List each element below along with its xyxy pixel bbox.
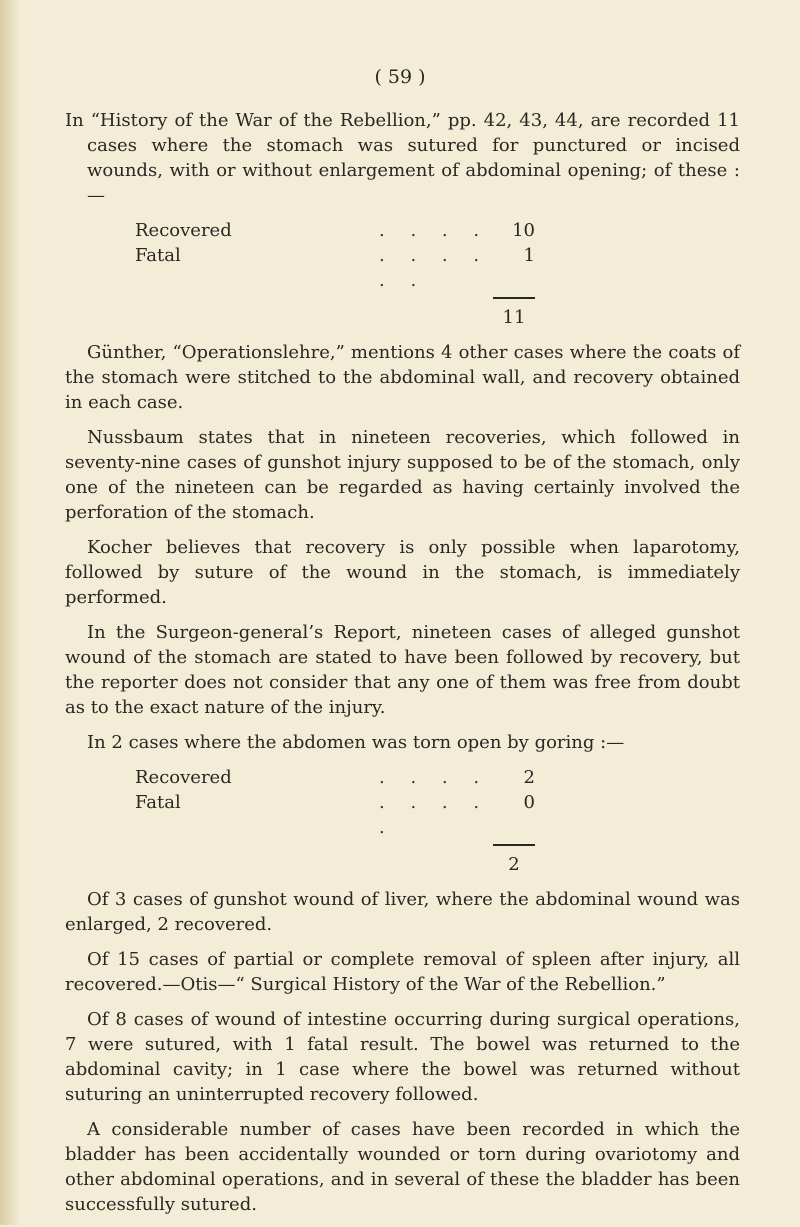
tally-total: 11 <box>493 297 535 330</box>
tally-leader-dots: . . . . <box>379 767 490 788</box>
paragraph-intestine: Of 8 cases of wound of intestine occurring during surgical operations, 7 were sutured, with 1 fatal result. The bowel was returned to the abdominal cavity; in 1 case where the bowel was returned without suturing an uninterrupted recovery followed. <box>65 1009 740 1105</box>
tally-total: 2 <box>493 844 535 877</box>
paragraph-spleen: Of 15 cases of partial or complete removal of spleen after injury, all recovered.—Otis—“ Surgical History of the War of the Rebellion.” <box>65 949 740 995</box>
tally-row-fatal <box>135 243 535 293</box>
tally-label: Fatal <box>135 792 181 813</box>
paragraph-history-rebellion: In “History of the War of the Rebellion,” pp. 42, 43, 44, are recorded 11 cases where the stomach was sutured for punctured or incised wounds, with or without enlargement of abdominal opening; of these :— <box>65 110 740 206</box>
tally-value: 1 <box>523 245 535 266</box>
tally-row-recovered <box>135 765 535 790</box>
paragraph-nussbaum: Nussbaum states that in nineteen recoveries, which followed in seventy-nine cases of gunshot injury supposed to be of the stomach, only one of the nineteen can be regarded as having certainly involved the perforation of the stomach. <box>65 427 740 523</box>
paragraph-surgeon-general: In the Surgeon-general’s Report, nineteen cases of alleged gunshot wound of the stomach are stated to have been followed by recovery, but the reporter does not consider that any one of them was free from doubt as to the exact nature of the injury. <box>65 622 740 718</box>
tally-label: Recovered <box>135 767 232 788</box>
tally-label: Recovered <box>135 220 232 241</box>
page-edge-shadow <box>0 0 20 1225</box>
paragraph-kocher: Kocher believes that recovery is only possible when laparotomy, followed by suture of the wound in the stomach, is immediately performed. <box>65 537 740 608</box>
tally-value: 0 <box>523 792 535 813</box>
paragraph-bladder: A considerable number of cases have been recorded in which the bladder has been accidentally wounded or torn during ovariotomy and other abdominal operations, and in several of these the bladder has been successfully sutured. <box>65 1119 740 1215</box>
page-number: ( 59 ) <box>374 66 426 88</box>
tally-leader-dots: . . . . . . <box>379 245 490 291</box>
tally-stomach-sutured <box>135 218 535 330</box>
tally-goring <box>135 765 535 877</box>
tally-row-recovered <box>135 218 535 243</box>
tally-value: 2 <box>523 767 535 788</box>
tally-label: Fatal <box>135 245 181 266</box>
page-body <box>65 108 740 1227</box>
paragraph-gunther: Günther, “Operationslehre,” mentions 4 other cases where the coats of the stomach were stitched to the abdominal wall, and recovery obtained in each case. <box>65 342 740 413</box>
paragraph-goring: In 2 cases where the abdomen was torn open by goring :— <box>87 732 625 753</box>
tally-value: 10 <box>512 220 535 241</box>
paragraph-liver: Of 3 cases of gunshot wound of liver, where the abdominal wound was enlarged, 2 recovered. <box>65 889 740 935</box>
tally-leader-dots: . . . . <box>379 220 490 241</box>
tally-row-fatal <box>135 790 535 840</box>
tally-leader-dots: . . . . . <box>379 792 490 838</box>
